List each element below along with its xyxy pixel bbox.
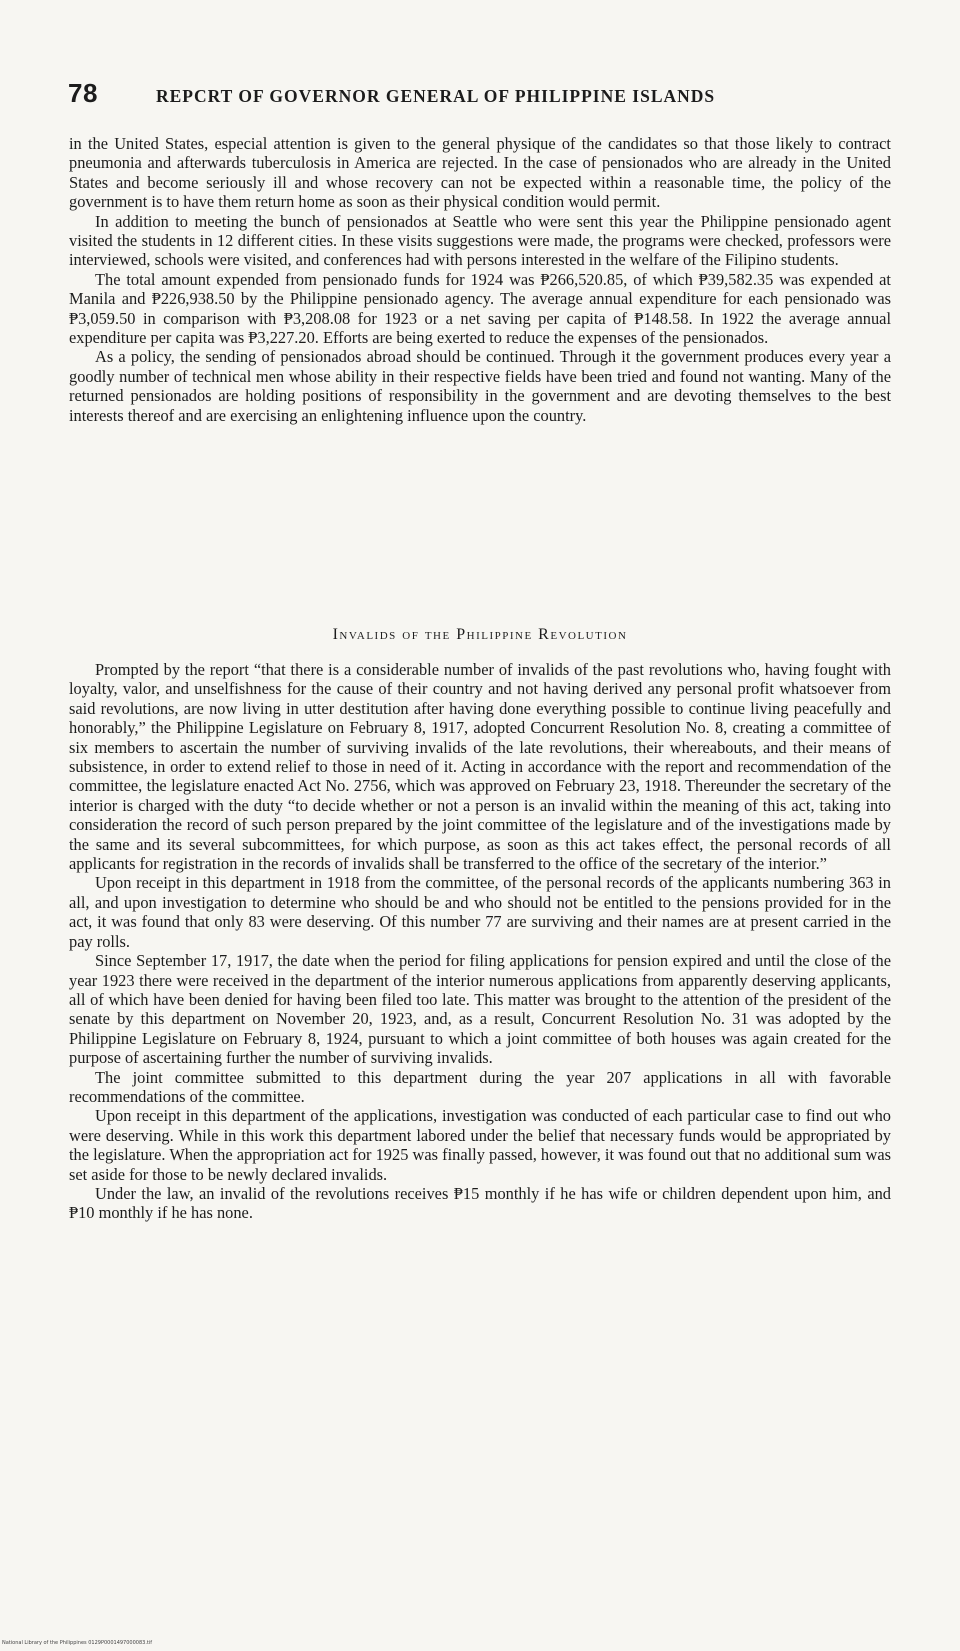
pensionado-section (69, 134, 891, 425)
paragraph: Upon receipt in this department of the applications, investigation was conducted of each particular case to find out who were deserving. While in this work this department labored under the belief that necessary funds would be appropriated by the legislature. When the appropriation act for 1925 was finally passed, however, it was found out that no additional sum was set aside for those to be newly declared invalids. (69, 1106, 891, 1184)
invalids-section (69, 660, 891, 1223)
running-title: REPCRT OF GOVERNOR GENERAL OF PHILIPPINE ISLANDS (156, 86, 716, 106)
paragraph: The total amount expended from pensionado funds for 1924 was ₱266,520.85, of which ₱39,582.35 was expended at Manila and ₱226,938.50 by the Philippine pensionado agency. The average annual expenditure for each pensionado was ₱3,059.50 in comparison with ₱3,208.08 for 1923 or a net saving per capita of ₱148.58. In 1922 the average annual expenditure per capita was ₱3,227.20. Efforts are being exerted to reduce the expenses of the pensionados. (69, 269, 891, 348)
paragraph: Prompted by the report “that there is a considerable number of invalids of the past revolutions who, having fought with loyalty, valor, and unselfishness for the cause of their country and not having derived any personal profit whatsoever from said revolutions, are now living in utter destitution after having done everything possible to continue living peacefully and honorably,” the Philippine Legislature on February 8, 1917, adopted Concurrent Resolution No. 8, creating a committee of six members to ascertain the number of surviving invalids of the late revolutions, their whereabouts, and their means of subsistence, in order to extend relief to those in need of it. Acting in accordance with the report and recommendation of the committee, the legislature enacted Act No. 2756, which was approved on February 23, 1918. Thereunder the secretary of the interior is charged with the duty “to decide whether or not a person is an invalid within the meaning of this act, taking into consideration the record of such person prepared by the joint committee of the legislature and of the investigations made by the same and its several subcommittees, for which purpose, as soon as this act takes effect, the personal records of all applicants for registration in the records of invalids shall be transferred to the office of the secretary of the interior.” (69, 660, 891, 874)
paragraph: Since September 17, 1917, the date when the period for filing applications for pension expired and until the close of the year 1923 there were received in the department of the interior numerous applications from apparently deserving applicants, all of which have been denied for having been filed too late. This matter was brought to the attention of the president of the senate by this department on November 20, 1923, and, as a result, Concurrent Resolution No. 31 was adopted by the Philippine Legislature on February 8, 1924, pursuant to which a joint committee of both houses was again created for the purpose of ascertaining further the number of surviving invalids. (69, 951, 891, 1068)
paragraph: Under the law, an invalid of the revolutions receives ₱15 monthly if he has wife or children dependent upon him, and ₱10 monthly if he has none. (69, 1183, 891, 1223)
section-heading: Invalids of the Philippine Revolution (332, 626, 628, 643)
paragraph: in the United States, especial attention is given to the general physique of the candidates so that those likely to contract pneumonia and afterwards tuberculosis in America are rejected. In the case of pensionados who are already in the United States and become seriously ill and whose recovery can not be expected within a reasonable time, the policy of the government is to have them return home as soon as their physical condition would permit. (69, 134, 891, 212)
page-header (68, 78, 868, 109)
paragraph: Upon receipt in this department in 1918 from the committee, of the personal records of the applicants numbering 363 in all, and upon investigation to determine who should be and who should not be entitled to the pensions provided for in the act, it was found that only 83 were deserving. Of this number 77 are surviving and their names are at present carried in the pay rolls. (69, 873, 891, 951)
paragraph: In addition to meeting the bunch of pensionados at Seattle who were sent this year the Philippine pensionado agent visited the students in 12 different cities. In these visits suggestions were made, the programs were checked, professors were interviewed, schools were visited, and conferences had with persons interested in the welfare of the Filipino students. (69, 211, 891, 270)
paragraph: The joint committee submitted to this department during the year 207 applications in all with favorable recommendations of the committee. (69, 1067, 891, 1106)
paragraph: As a policy, the sending of pensionados abroad should be continued. Through it the government produces every year a goodly number of technical men whose ability in their respective fields have been tried and found not wanting. Many of the returned pensionados are holding positions of responsibility in the government and are devoting themselves to the best interests thereof and are exercising an enlightening influence upon the country. (69, 347, 891, 425)
archive-stamp: National Library of the Philippines 0129P0001497000083.tif (2, 1640, 153, 1646)
page-number: 78 (68, 78, 98, 108)
